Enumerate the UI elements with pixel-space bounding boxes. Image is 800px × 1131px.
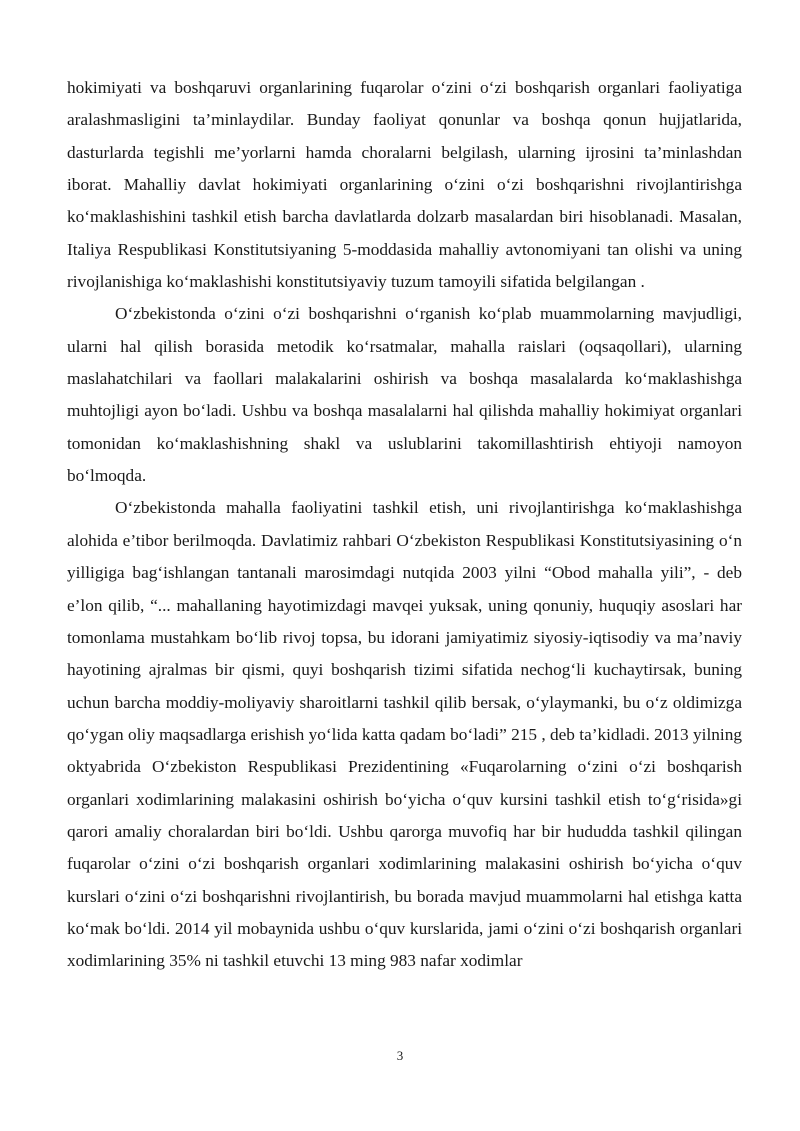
paragraph: O‘zbekistonda o‘zini o‘zi boshqarishni o‘rganish ko‘plab muammolarning mavjudligi, ularni hal qilish borasida metodik ko‘rsatmalar, mahalla raislari (oqsaqollari), ularning maslahatchilari va faollari malakalarini oshirish va boshqa masalalarda ko‘maklashishga muhtojligi ayon bo‘ladi. Ushbu va boshqa masalalarni hal qilishda mahalliy hokimiyat organlari tomonidan ko‘maklashishning shakl va uslublarini takomillashtirish ehtiyoji namoyon bo‘lmoqda. <box>67 304 742 486</box>
paragraph-continuation: hokimiyati va boshqaruvi organlarining fuqarolar o‘zini o‘zi boshqarish organlari faoliyatiga aralashmasligini ta’minlaydilar. Bunday faoliyat qonunlar va boshqa qonun hujjatlarida, dasturlarda tegishli me’yorlarni hamda choralarni belgilash, ularning ijrosini ta’minlashdan iborat. Mahalliy davlat hokimiyati organlarining o‘zini o‘zi boshqarishni rivojlantirishga ko‘maklashishini tashkil etish barcha davlatlarda dolzarb masalardan biri hisoblanadi. Masalan, Italiya Respublikasi Konstitutsiyaning 5-moddasida mahalliy avtonomiyani tan olishi va uning rivojlanishiga ko‘maklashishi konstitutsiyaviy tuzum tamoyili sifatida belgilangan . <box>67 78 742 292</box>
body-text <box>67 72 742 978</box>
paragraph: O‘zbekistonda mahalla faoliyatini tashkil etish, uni rivojlantirishga ko‘maklashishga alohida e’tibor berilmoqda. Davlatimiz rahbari O‘zbekiston Respublikasi Konstitutsiyasining o‘n yilligiga bag‘ishlangan tantanali marosimdagi nutqida 2003 yilni “Obod mahalla yili”, - deb e’lon qilib, “... mahallaning hayotimizdagi mavqei yuksak, uning qonuniy, huquqiy asoslari har tomonlama mustahkam bo‘lib rivoj topsa, bu idorani jamiyatimiz siyosiy-iqtisodiy va ma’naviy hayotining ajralmas bir qismi, quyi boshqarish tizimi sifatida nechog‘li kuchaytirsak, buning uchun barcha moddiy-moliyaviy sharoitlarni tashkil qilib bersak, o‘ylaymanki, bu o‘z oldimizga qo‘ygan oliy maqsadlarga erishish yo‘lida katta qadam bo‘ladi” 215 , deb ta’kidladi. 2013 yilning oktyabrida O‘zbekiston Respublikasi Prezidentining «Fuqarolarning o‘zini o‘zi boshqarish organlari xodimlarining malakasini oshirish bo‘yicha o‘quv kursini tashkil etish to‘g‘risida»gi qarori amaliy choralardan biri bo‘ldi. Ushbu qarorga muvofiq har bir hududda tashkil qilingan fuqarolar o‘zini o‘zi boshqarish organlari xodimlarining malakasini oshirish bo‘yicha o‘quv kurslari o‘zini o‘zi boshqarishni rivojlantirish, bu borada mavjud muammolarni hal etishga katta ko‘mak bo‘ldi. 2014 yil mobaynida ushbu o‘quv kurslarida, jami o‘zini o‘zi boshqarish organlari xodimlarining 35% ni tashkil etuvchi 13 ming 983 nafar xodimlar <box>67 498 742 971</box>
page-number: 3 <box>396 1048 404 1063</box>
